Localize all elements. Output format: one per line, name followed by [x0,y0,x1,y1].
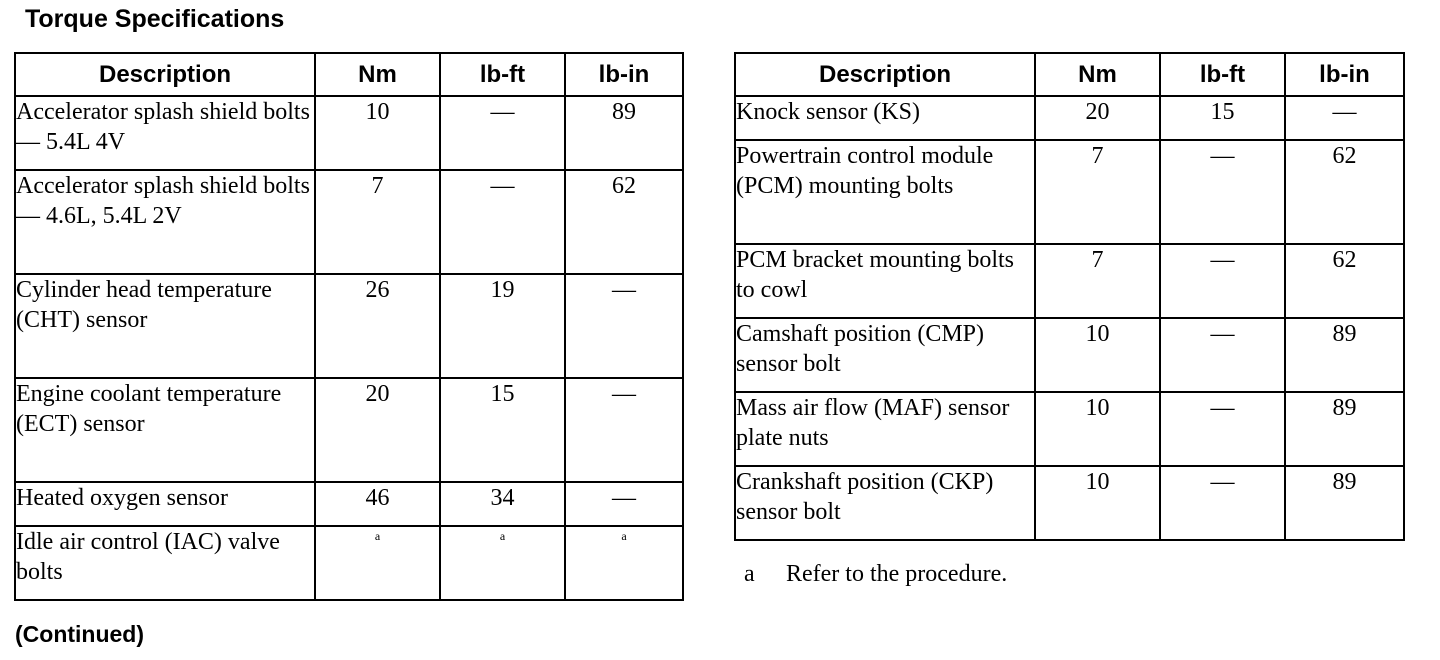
table-row [735,96,1404,140]
cell-nm: a [315,526,440,600]
table-row [15,482,683,526]
cell-lbin: — [565,482,683,526]
cell-lbin: a [565,526,683,600]
table-row [735,466,1404,540]
footnote-text: Refer to the procedure. [786,561,1008,587]
cell-nm: 7 [1035,140,1160,244]
cell-lbft: 34 [440,482,565,526]
column-header-lbin: lb-in [565,53,683,96]
torque-table-left [14,52,684,601]
cell-lbft: — [1160,318,1285,392]
table-header-row [735,53,1404,96]
table-header-row [15,53,683,96]
cell-lbin: — [565,378,683,482]
cell-description: Engine coolant temperature (ECT) sensor [15,378,315,482]
cell-description: Powertrain control module (PCM) mounting bolts [735,140,1035,244]
footnote [744,561,1007,588]
cell-lbft: — [1160,392,1285,466]
cell-nm: 10 [315,96,440,170]
table-row [15,96,683,170]
cell-lbin: — [1285,96,1404,140]
table-row [735,318,1404,392]
cell-lbft: a [440,526,565,600]
cell-lbin: — [565,274,683,378]
cell-nm: 7 [1035,244,1160,318]
cell-lbft: — [440,96,565,170]
cell-lbft: 15 [440,378,565,482]
column-header-nm: Nm [1035,53,1160,96]
column-header-lbin: lb-in [1285,53,1404,96]
cell-lbin: 89 [1285,466,1404,540]
cell-lbin: 62 [1285,244,1404,318]
cell-nm: 10 [1035,318,1160,392]
page-title: Torque Specifications [25,5,285,33]
cell-description: Knock sensor (KS) [735,96,1035,140]
cell-description: Mass air flow (MAF) sensor plate nuts [735,392,1035,466]
cell-description: Camshaft position (CMP) sensor bolt [735,318,1035,392]
column-header-lbft: lb-ft [1160,53,1285,96]
table-row [15,378,683,482]
table-row [735,392,1404,466]
cell-nm: 10 [1035,466,1160,540]
column-header-description: Description [735,53,1035,96]
table-row [735,244,1404,318]
cell-nm: 20 [315,378,440,482]
cell-description: Crankshaft position (CKP) sensor bolt [735,466,1035,540]
cell-description: Heated oxygen sensor [15,482,315,526]
cell-nm: 26 [315,274,440,378]
cell-lbin: 89 [1285,392,1404,466]
torque-table-right [734,52,1405,541]
cell-description: Accelerator splash shield bolts — 5.4L 4V [15,96,315,170]
cell-lbin: 62 [565,170,683,274]
cell-lbin: 89 [1285,318,1404,392]
cell-lbft: — [440,170,565,274]
column-header-nm: Nm [315,53,440,96]
column-header-description: Description [15,53,315,96]
cell-description: Accelerator splash shield bolts — 4.6L, 5.4L 2V [15,170,315,274]
cell-lbft: 15 [1160,96,1285,140]
cell-lbft: 19 [440,274,565,378]
cell-nm: 20 [1035,96,1160,140]
table-row [735,140,1404,244]
table-row [15,170,683,274]
footnote-mark: a [744,561,755,587]
column-header-lbft: lb-ft [440,53,565,96]
cell-lbin: 62 [1285,140,1404,244]
cell-lbft: — [1160,466,1285,540]
cell-description: Cylinder head temperature (CHT) sensor [15,274,315,378]
cell-nm: 7 [315,170,440,274]
cell-nm: 10 [1035,392,1160,466]
cell-lbin: 89 [565,96,683,170]
cell-lbft: — [1160,140,1285,244]
cell-description: Idle air control (IAC) valve bolts [15,526,315,600]
table-row [15,526,683,600]
cell-nm: 46 [315,482,440,526]
cell-description: PCM bracket mounting bolts to cowl [735,244,1035,318]
table-row [15,274,683,378]
cell-lbft: — [1160,244,1285,318]
continued-label: (Continued) [15,621,145,647]
